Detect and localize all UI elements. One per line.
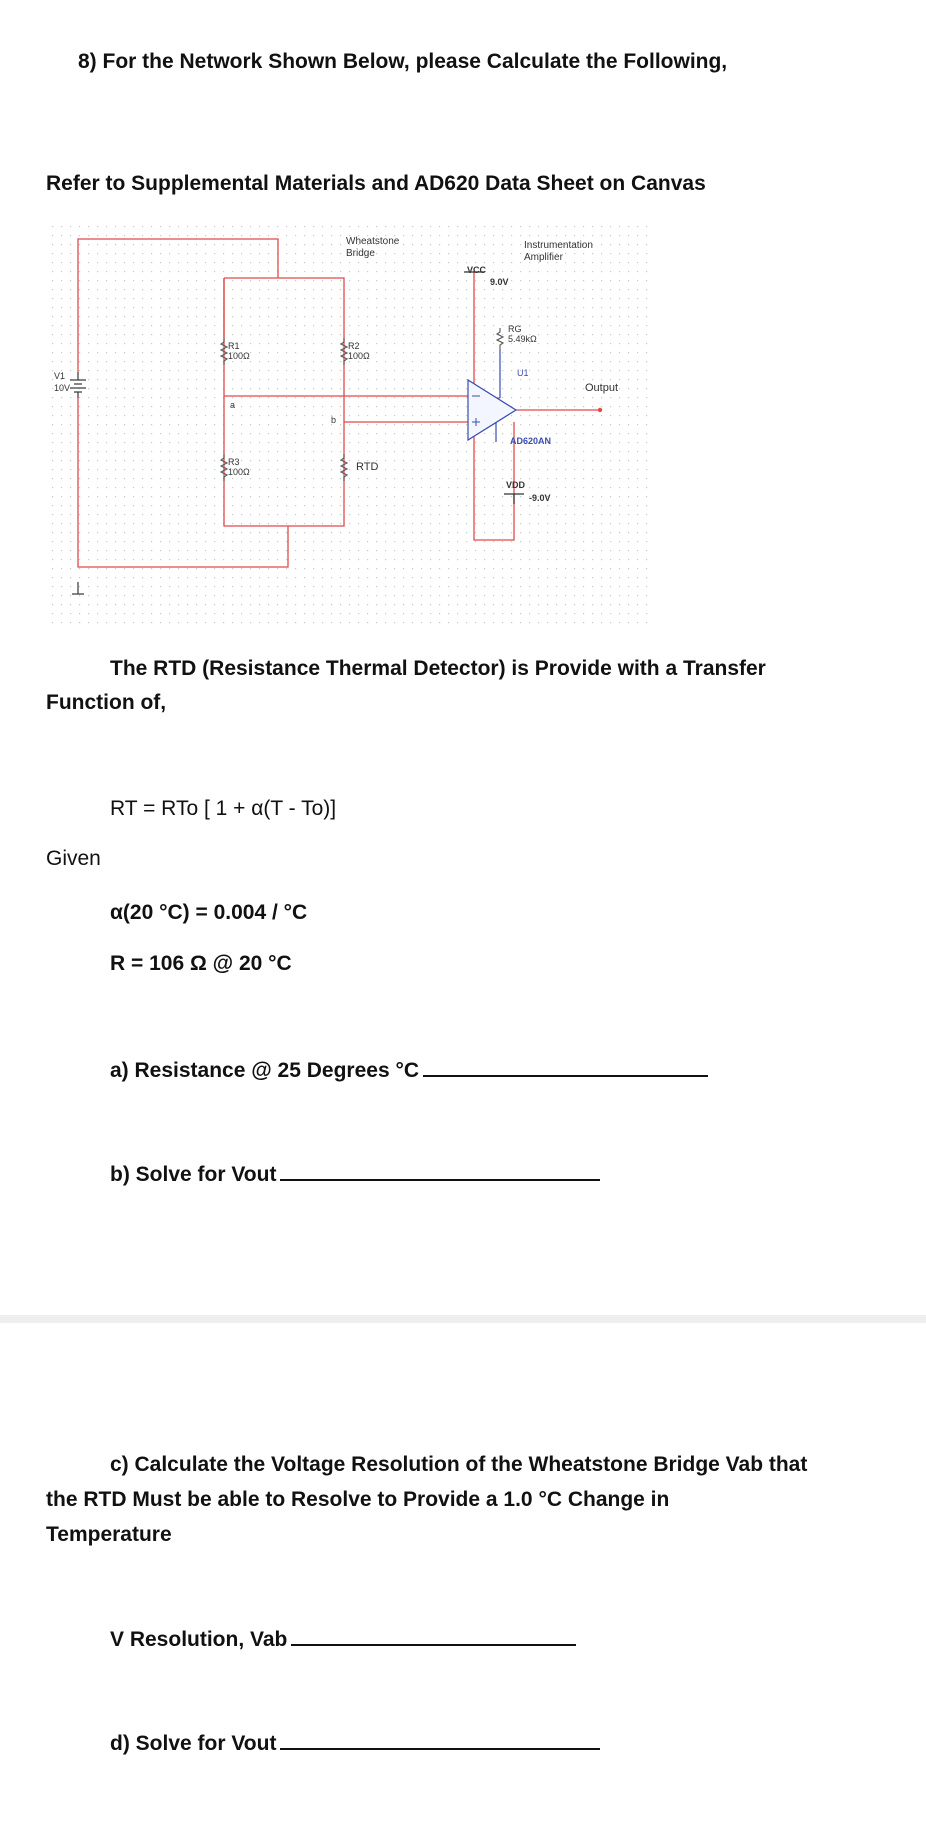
part-d-question <box>110 1730 600 1757</box>
given-label: Given <box>46 847 101 870</box>
rg-name: RG <box>508 324 522 334</box>
rtd-intro-line-1: The RTD (Resistance Thermal Detector) is Provide with a Transfer <box>110 657 766 680</box>
part-d-answer-blank[interactable] <box>280 1730 600 1750</box>
u1-label: U1 <box>517 368 529 378</box>
part-a-answer-blank[interactable] <box>423 1057 708 1077</box>
vcc-value: 9.0V <box>490 277 509 287</box>
given-alpha: α(20 °C) = 0.004 / °C <box>110 901 308 924</box>
circuit-schematic <box>48 222 648 624</box>
part-a-label: a) Resistance @ 25 Degrees °C <box>110 1059 420 1082</box>
part-c-line-2: the RTD Must be able to Resolve to Provide a 1.0 °C Change in <box>46 1488 670 1511</box>
part-a-question <box>110 1057 708 1084</box>
page-separator <box>0 1315 926 1323</box>
node-b-label: b <box>331 415 337 425</box>
part-d-label: d) Solve for Vout <box>110 1732 277 1755</box>
r1-value: 100Ω <box>228 351 250 361</box>
reference-note: Refer to Supplemental Materials and AD620 Data Sheet on Canvas <box>46 172 706 195</box>
bridge-title-1: Wheatstone <box>346 236 400 247</box>
vcc-label: VCC <box>467 265 487 275</box>
output-label: Output <box>585 382 619 394</box>
part-b-label: b) Solve for Vout <box>110 1163 277 1186</box>
node-a-label: a <box>230 400 236 410</box>
r2-value: 100Ω <box>348 351 370 361</box>
v1-name: V1 <box>54 371 66 381</box>
part-b-answer-blank[interactable] <box>280 1161 600 1181</box>
schematic-grid <box>48 222 648 624</box>
amp-part-label: AD620AN <box>510 436 552 446</box>
part-c-line-3: Temperature <box>46 1523 172 1546</box>
vdd-value: -9.0V <box>529 493 551 503</box>
r1-name: R1 <box>228 341 240 351</box>
bridge-title-2: Bridge <box>346 248 375 259</box>
v-resolution-label: V Resolution, Vab <box>110 1628 288 1651</box>
rtd-label: RTD <box>356 461 379 473</box>
v1-value: 10V <box>54 383 71 393</box>
v-resolution-answer-blank[interactable] <box>291 1626 576 1646</box>
vdd-label: VDD <box>506 480 526 490</box>
part-c-line-1: c) Calculate the Voltage Resolution of the Wheatstone Bridge Vab that <box>110 1453 808 1476</box>
r3-value: 100Ω <box>228 467 250 477</box>
v-resolution-question <box>110 1626 576 1653</box>
amp-title-2: Amplifier <box>524 252 563 263</box>
r2-name: R2 <box>348 341 360 351</box>
rtd-intro-line-2: Function of, <box>46 691 167 714</box>
given-resistance: R = 106 Ω @ 20 °C <box>110 952 292 975</box>
rg-value: 5.49kΩ <box>508 334 537 344</box>
r3-name: R3 <box>228 457 240 467</box>
output-probe <box>598 408 602 412</box>
question-heading: 8) For the Network Shown Below, please Calculate the Following, <box>78 50 728 73</box>
transfer-function-formula: RT = RTo [ 1 + α(T - To)] <box>110 797 337 820</box>
part-b-question <box>110 1161 600 1188</box>
amp-title-1: Instrumentation <box>524 240 593 251</box>
